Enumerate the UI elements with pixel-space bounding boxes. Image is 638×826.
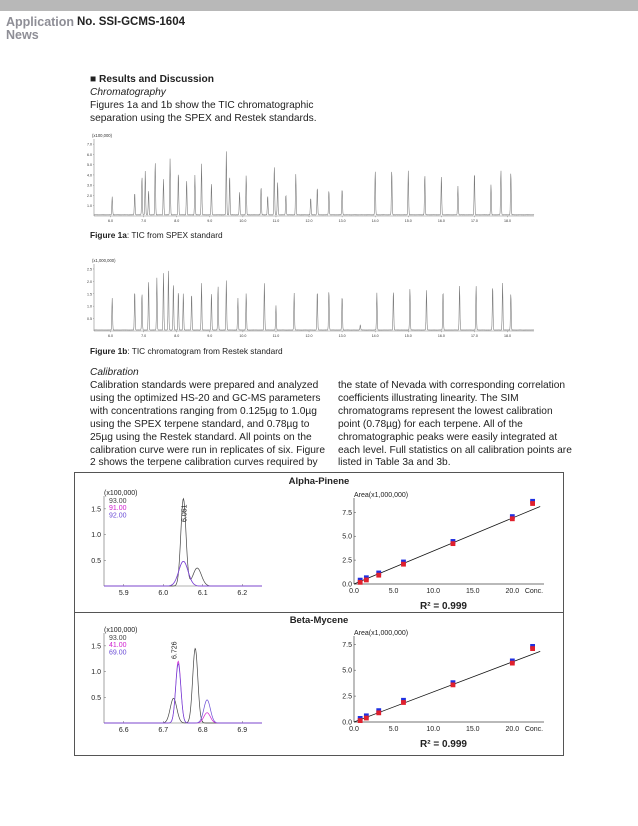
calibration-left-line-3: with concentrations ranging from 0.125µg to 1.0µg [90,405,317,417]
alpha-sim-yscale: (x100,000) [104,490,138,497]
beta-mycene-r2: R² = 0.999 [420,739,467,750]
alpha-pinene-calibration-curve [340,490,552,602]
calibration-right-line-1: the state of Nevada with corresponding correlation [338,380,566,391]
alpha-sim-trace-1 [104,561,262,586]
alpha-cal-xtick-5: Conc. [524,588,544,595]
alpha-pinene-r2: R² = 0.999 [420,601,467,612]
beta-ion-2: 69.00 [109,649,127,657]
top-bar [0,0,638,11]
beta-cal-point-red-5 [510,661,515,666]
alpha-cal-point-red-3 [401,562,406,567]
alpha-cal-xtick-0: 0.0 [349,588,359,595]
beta-cal-ylabel: Area(x1,000,000) [354,630,409,637]
section-heading [90,73,214,86]
beta-cal-xtick-2: 10.0 [426,726,440,733]
beta-sim-ytick-0: 1.5 [91,643,101,651]
figure1a-ytick-4: 3.0 [87,183,92,188]
figure1b-xtick-6: 12.0 [305,334,313,338]
figure1a-ytick-2: 5.0 [87,163,92,168]
calibration-left-line-6: calibration curve were run in replicates of six. Figure [90,444,325,456]
alpha-ion-1: 91.00 [109,505,127,513]
figure-1b-chromatogram [82,255,540,343]
alpha-cal-xtick-3: 15.0 [465,588,480,595]
alpha-peak-label: 6.051 [181,504,189,522]
calibration-right-line-6: each level. Full statistics on all calibration points are [338,444,572,456]
figure1a-xtick-0: 6.0 [108,219,114,223]
beta-mycene-sim-chromatogram [80,625,270,737]
beta-cal-ytick-3: 0.0 [342,719,352,727]
header-news: News [6,28,39,42]
alpha-sim-ytick-1: 1.0 [91,532,101,540]
alpha-sim-xtick-0: 5.9 [118,590,129,597]
beta-cal-ytick-0: 7.5 [342,641,352,649]
alpha-cal-point-red-4 [451,541,456,546]
figure1a-yscale: (x100,000) [92,133,113,138]
figure1a-ytick-1: 6.0 [87,152,92,157]
alpha-cal-point-red-5 [510,516,515,521]
figure1a-ytick-3: 4.0 [87,173,92,178]
beta-sim-xtick-1: 6.7 [158,727,169,734]
alpha-cal-ytick-3: 0.0 [342,581,352,589]
alpha-cal-xtick-1: 5.0 [388,588,399,595]
figure1a-xtick-4: 10.0 [239,219,247,223]
calibration-right-line-5: chromatographic peaks were easily integrated at [338,431,558,443]
figure1b-xtick-9: 15.0 [404,334,412,338]
calibration-left-line-5: 25µg using the Restek standard. All points on the [90,431,312,443]
figure1b-ytick-4: 0.5 [87,317,92,322]
figure1b-xtick-8: 14.0 [371,334,379,338]
alpha-sim-xtick-3: 6.2 [237,590,248,597]
alpha-pinene-title: Alpha-Pinene [288,476,350,487]
calibration-right-line-4: point (0.78µg) for each terpene. All of the [338,418,523,430]
beta-ion-1: 41.00 [109,642,127,650]
alpha-cal-point-red-0 [358,580,363,585]
figure1b-xtick-7: 13.0 [338,334,346,338]
figure1a-xtick-12: 18.0 [504,219,512,223]
alpha-ion-2: 92.00 [109,512,127,520]
alpha-cal-ylabel: Area(x1,000,000) [354,492,409,499]
figure1b-xtick-5: 11.0 [272,334,280,338]
figure1a-xtick-1: 7.0 [141,219,147,223]
figure1a-ytick-0: 7.0 [87,142,92,147]
figure1b-xtick-0: 6.0 [108,334,114,338]
calibration-left-line-1: Calibration standards were prepared and analyzed [90,380,319,391]
figure1a-xtick-10: 16.0 [437,219,445,223]
header-number: No. SSI-GCMS-1604 [77,16,185,28]
beta-cal-point-red-2 [376,710,381,715]
beta-cal-point-red-4 [451,682,456,687]
beta-cal-point-red-3 [401,700,406,705]
figure1a-xtick-6: 12.0 [305,219,313,223]
figure1a-xtick-2: 8.0 [174,219,180,223]
figure1b-xtick-10: 16.0 [437,334,445,338]
alpha-cal-point-red-1 [364,578,369,583]
figure1b-tic-trace [94,271,534,330]
section-heading-text: Results and Discussion [99,74,214,85]
calibration-left-line-2: using the optimized HS-20 and GC-MS parameters [90,392,321,404]
bullet: ■ [90,74,97,85]
beta-cal-point-red-6 [530,646,535,651]
figure1b-xtick-11: 17.0 [470,334,478,338]
beta-sim-ytick-2: 0.5 [91,694,101,702]
beta-ion-0: 93.00 [109,635,127,642]
figure1a-xtick-11: 17.0 [470,219,478,223]
figure1a-xtick-9: 15.0 [404,219,412,223]
beta-sim-xtick-0: 6.6 [118,727,129,734]
alpha-cal-ytick-0: 7.5 [342,509,352,517]
calibration-right-line-7: listed in Table 3a and 3b. [338,457,451,469]
figure1a-ytick-5: 2.0 [87,193,92,198]
beta-cal-xtick-5: Conc. [524,726,544,733]
figure1a-ytick-6: 1.0 [87,204,92,209]
figure1a-tic-trace [94,151,534,215]
figure1a-xtick-8: 14.0 [371,219,379,223]
beta-cal-xtick-0: 0.0 [349,726,359,733]
beta-cal-point-red-0 [358,718,363,723]
beta-mycene-calibration-curve [340,628,552,738]
beta-cal-ytick-2: 2.5 [342,693,352,701]
header-application: Application [6,15,75,29]
alpha-cal-ytick-1: 5.0 [342,533,352,541]
figure1b-xtick-4: 10.0 [239,334,247,338]
figure1a-xtick-7: 13.0 [338,219,346,223]
beta-cal-ytick-1: 5.0 [342,667,352,675]
alpha-sim-ytick-2: 0.5 [91,557,101,565]
figure1b-ytick-1: 2.0 [87,279,92,284]
beta-sim-xtick-3: 6.9 [237,727,248,734]
calibration-right-line-3: chromatograms represent the lowest calibration [338,405,553,417]
figure1b-xtick-2: 8.0 [174,334,180,338]
figure1b-xtick-1: 7.0 [141,334,147,338]
subheading-calibration: Calibration [90,367,139,378]
para1-line2: separation using the SPEX and Restek standards. [90,113,317,124]
alpha-sim-xtick-2: 6.1 [197,590,208,597]
alpha-cal-xtick-4: 20.0 [505,588,520,595]
beta-sim-xtick-2: 6.8 [197,727,208,734]
alpha-cal-ytick-2: 2.5 [342,557,352,565]
alpha-cal-xtick-2: 10.0 [426,588,440,595]
calibration-right-line-2: coefficients illustrating linearity. The SIM [338,392,519,404]
alpha-ion-0: 93.00 [109,498,127,505]
beta-cal-xtick-3: 15.0 [465,726,480,733]
figure-1a-chromatogram [82,130,540,228]
figure1b-ytick-2: 1.5 [87,292,92,297]
beta-sim-trace-2 [104,664,262,723]
beta-peak-label: 6.726 [171,641,179,659]
figure-1b-caption: Figure 1b: TIC chromatogram from Restek standard [90,346,283,356]
figure1b-ytick-3: 1.0 [87,304,92,309]
figure1a-xtick-3: 9.0 [207,219,213,223]
alpha-sim-xtick-1: 6.0 [158,590,169,597]
figure1a-xtick-5: 11.0 [272,219,280,223]
para1-line1: Figures 1a and 1b show the TIC chromatographic [90,100,314,111]
alpha-cal-point-red-2 [376,573,381,578]
beta-mycene-title: Beta-Mycene [289,615,349,626]
alpha-cal-point-red-6 [530,501,535,506]
subheading-chromatography: Chromatography [90,87,166,98]
alpha-sim-ytick-0: 1.5 [91,506,101,514]
alpha-pinene-sim-chromatogram [80,488,270,600]
beta-cal-xtick-4: 20.0 [505,726,520,733]
beta-cal-point-red-1 [364,716,369,721]
calibration-left-line-4: using the SPEX terpene standard, and 0.78µg to [90,418,310,430]
figure1b-xtick-3: 9.0 [207,334,213,338]
calibration-left-line-7: 2 shows the terpene calibration curves required by [90,457,318,469]
alpha-sim-trace-2 [104,561,262,586]
figure1b-yscale: (x1,000,000) [92,258,116,263]
beta-sim-yscale: (x100,000) [104,627,138,634]
beta-cal-xtick-1: 5.0 [388,726,399,733]
figure1b-xtick-12: 18.0 [504,334,512,338]
panel-divider [75,612,563,613]
figure1b-ytick-0: 2.5 [87,267,92,272]
beta-sim-ytick-1: 1.0 [91,669,101,677]
figure-1a-caption: Figure 1a: TIC from SPEX standard [90,230,223,240]
